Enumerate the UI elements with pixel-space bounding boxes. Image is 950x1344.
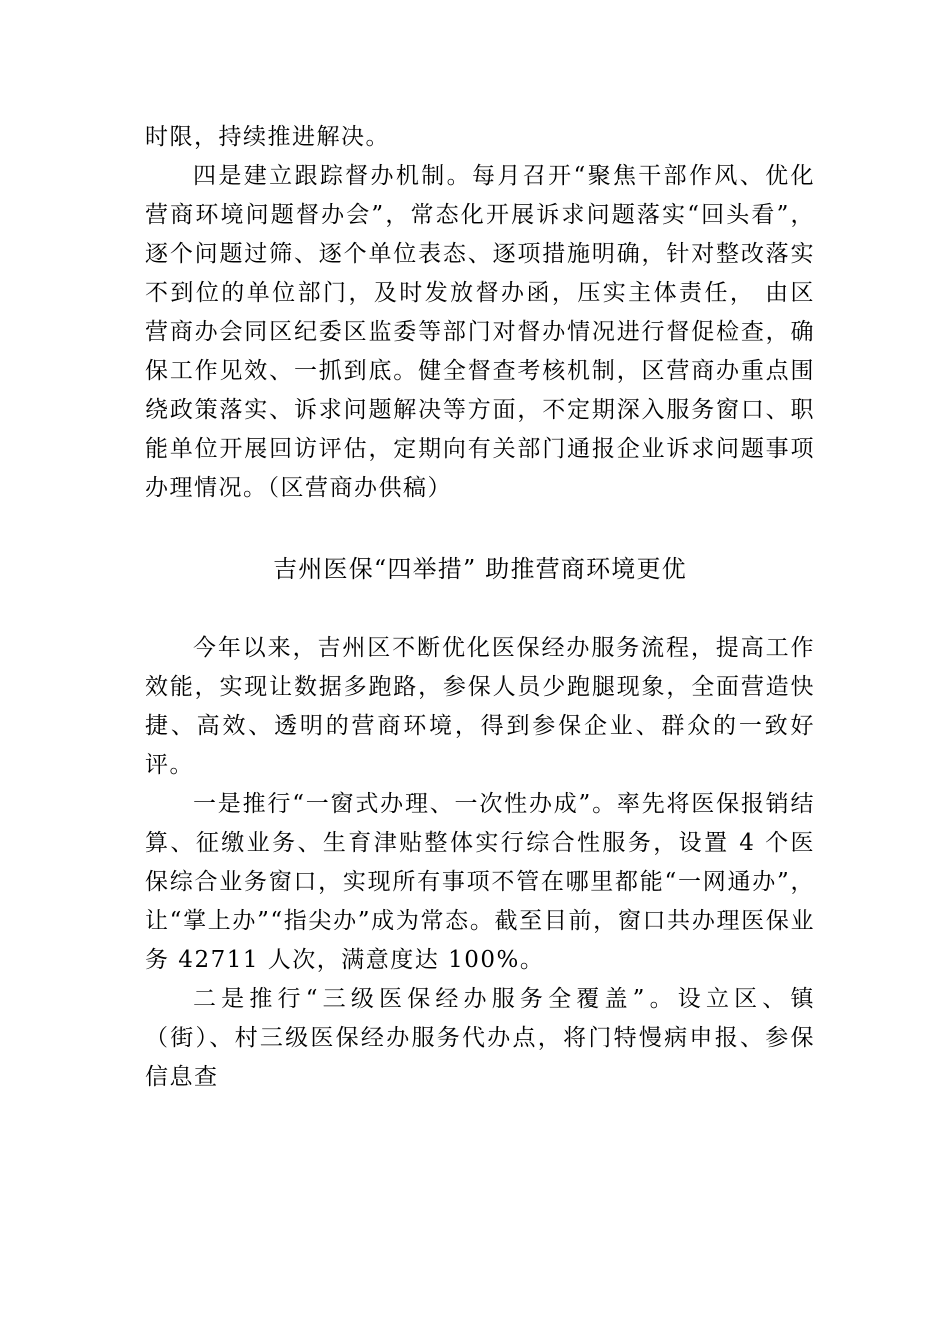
paragraph-four: 四是建立跟踪督办机制。每月召开“聚焦干部作风、优化营商环境问题督办会”，常态化开展诉求问题落实“回头看”，逐个问题过筛、逐个单位表态、逐项措施明确，针对整改落实不到位的单位部门，及时发放督办函，压实主体责任， 由区营商办会同区纪委区监委等部门对督办情况进行督促检查，确保工作见效、一抓到底。健全督查考核机制，区营商办重点围绕政策落实、诉求问题解决等方面，不定期深入服务窗口、职能单位开展回访评估，定期向有关部门通报企业诉求问题事项办理情况。（区营商办供稿） [145,163,815,501]
continuation-paragraph: 时限，持续推进解决。 [145,124,390,150]
previous-article-text [145,118,815,508]
article-body [145,629,815,1097]
paragraph-one: 一是推行“一窗式办理、一次性办成”。率先将医保报销结算、征缴业务、生育津贴整体实行综合性服务，设置 4 个医保综合业务窗口，实现所有事项不管在哪里都能“一网通办”，让“掌上办”“指尖办”成为常态。截至目前，窗口共办理医保业务 42711 人次，满意度达 100%。 [145,791,815,973]
article-title: 吉州医保“四举措” 助推营商环境更优 [273,555,687,583]
paragraph-two: 二是推行“三级医保经办服务全覆盖”。设立区、镇（街）、村三级医保经办服务代办点，将门特慢病申报、参保信息查 [145,986,815,1090]
intro-paragraph: 今年以来，吉州区不断优化医保经办服务流程，提高工作效能，实现让数据多跑路，参保人员少跑腿现象，全面营造快捷、高效、透明的营商环境，得到参保企业、群众的一致好评。 [145,635,815,778]
